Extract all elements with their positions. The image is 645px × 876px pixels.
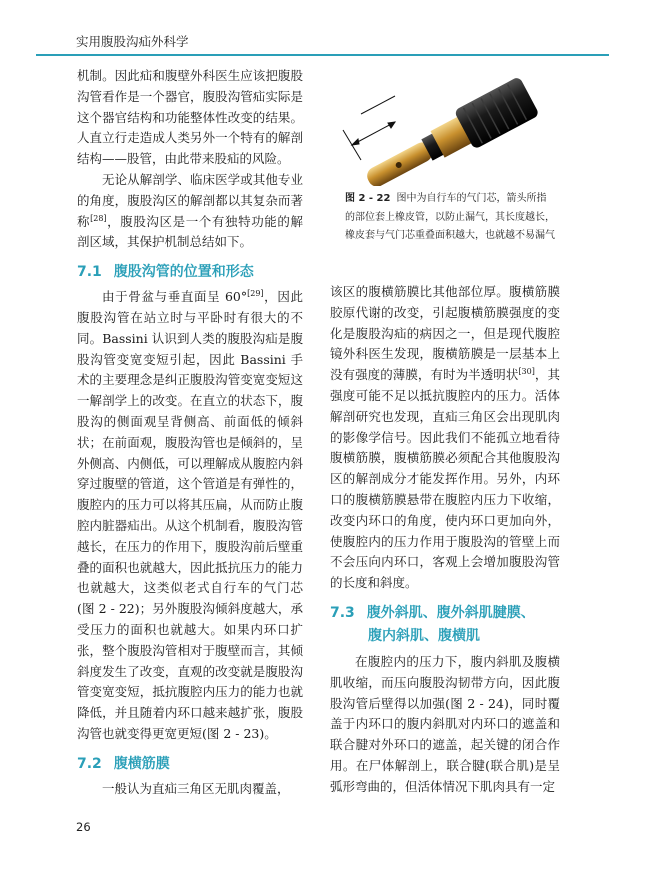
section-number: 7.2 bbox=[77, 755, 102, 772]
left-column bbox=[77, 66, 303, 800]
valve-core-photo bbox=[339, 76, 559, 186]
text-span: ，腹股沟区是一个有独特功能的解剖区域，其保护机制总结如下。 bbox=[77, 213, 303, 250]
section-title: 腹外斜肌、腹外斜肌腱膜、 bbox=[366, 604, 535, 621]
running-header bbox=[36, 28, 609, 56]
section-heading-7-2 bbox=[77, 753, 303, 775]
page-number: 26 bbox=[76, 820, 91, 834]
book-title: 实用腹股沟疝外科学 bbox=[76, 34, 189, 49]
section-title: 腹内斜肌、腹横肌 bbox=[368, 627, 480, 644]
paragraph bbox=[77, 287, 303, 745]
text-span: 该区的腹横筋膜比其他部位厚。腹横筋膜胶原代谢的改变，引起腹横筋膜强度的变化是腹股沟疝的病因之一，但是现代腹腔镜外科医生发现，腹横筋膜是一层基本上没有强度的薄膜，有时为半透明状 bbox=[330, 284, 560, 383]
text-span: ，其强度可能不足以抵抗腹腔内的压力。活体解剖研究也发现，直疝三角区会出现肌肉的影像学信号。因此我们不能孤立地看待腹横筋膜，腹横筋膜必须配合其他腹股沟区的解剖成分才能发挥作用。另外，内环口的腹横筋膜悬带在腹腔内压力下收缩，改变内环口的角度，使内环口更加向外，使腹腔内的压力作用于腹股沟的管壁上而不会压向内环口，客观上会增加腹股沟管的长度和斜度。 bbox=[330, 367, 560, 591]
paragraph: 在腹腔内的压力下，腹内斜肌及腹横肌收缩，而压向腹股沟韧带方向，因此腹股沟管后壁得以加强(图 2 - 24)，同时覆盖于内环口的腹内斜肌对内环口的遮盖和联合腱对外环口的遮盖，起关键的闭合作用。在尸体解剖上，联合腱(联合肌)是呈弧形弯曲的，但活体情况下肌肉具有一定 bbox=[330, 653, 560, 794]
text-span: ，因此腹股沟管在站立时与平卧时有很大的不同。Bassini 认识到人类的腹股沟疝是腹股沟管变宽变短引起，因此 Bassini 手术的主要理念是纠正腹股沟管变宽变短这一解剖学上的改变。在直立的状态下，腹股沟的侧面观呈背侧高、前面低的倾斜状；在前面观，腹股沟管也是倾斜的，呈外侧高、内侧低，可以理解成从腹腔内斜穿过腹壁的管道，这个管道是有弹性的，腹腔内的压力可以将其压扁，从而防止腹腔内脏器疝出。从这个机制看，腹股沟管越长，在压力的作用下，腹股沟前后壁重叠的面积也就越大，因此抵抗压力的能力也就越大，这类似老式自行车的气门芯(图 2 - 22)；另外腹股沟倾斜度越大，承受压力的面积也就越大。如果内环口扩张，整个腹股沟管相对于腹壁而言，其倾斜度发生了改变，直观的改变就是腹股沟管变宽变短，抵抗腹腔内压力的能力也就降低，并且随着内环口越来越扩张，腹股沟管也就变得更宽更短(图 2 - 23)。 bbox=[77, 289, 303, 741]
section-heading-7-3 bbox=[330, 602, 560, 648]
section-number: 7.3 bbox=[330, 604, 355, 621]
text-span: 由于骨盆与垂直面呈 60° bbox=[102, 289, 248, 305]
text-span: 无论从解剖学、临床医学或其他专业的角度，腹股沟区的解剖都以其复杂而著称 bbox=[77, 171, 303, 229]
figure-caption bbox=[345, 190, 555, 246]
caption-text: 图中为自行车的气门芯，箭头所指的部位套上橡皮管，以防止漏气，其长度越长，橡皮套与气门芯重叠面积越大，也就越不易漏气 bbox=[345, 193, 555, 241]
section-number: 7.1 bbox=[77, 264, 102, 281]
section-title: 腹横筋膜 bbox=[113, 755, 170, 772]
section-title: 腹股沟管的位置和形态 bbox=[113, 264, 254, 281]
citation: [29] bbox=[247, 289, 264, 299]
paragraph bbox=[77, 170, 303, 253]
right-column bbox=[330, 282, 560, 798]
paragraph: 一般认为直疝三角区无肌肉覆盖， bbox=[102, 780, 290, 796]
paragraph: 机制。因此疝和腹壁外科医生应该把腹股沟管看作是一个器官，腹股沟管疝实际是这个器官结构和功能整体性改变的结果。人直立行走造成人类另外一个特有的解剖结构——股管，由此带来股疝的风险。 bbox=[77, 68, 303, 167]
arrow-indicator bbox=[343, 96, 395, 160]
paragraph bbox=[330, 282, 560, 594]
figure-number: 图 2 - 22 bbox=[345, 193, 391, 204]
citation: [30] bbox=[518, 367, 535, 377]
citation: [28] bbox=[90, 213, 107, 223]
section-heading-7-1 bbox=[77, 261, 303, 283]
